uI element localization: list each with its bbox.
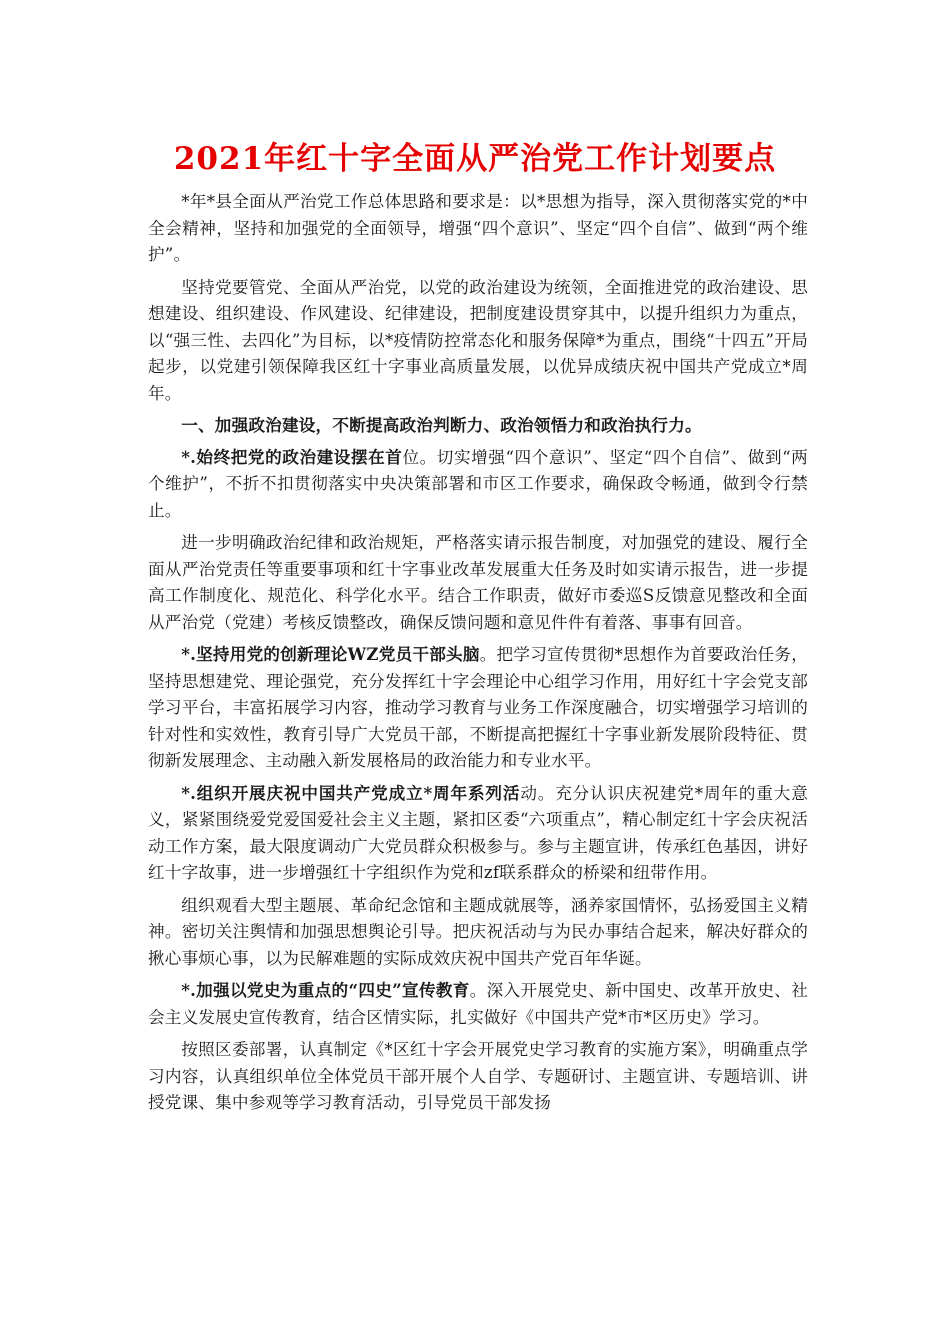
- paragraph-text: 位。切实增强“四个意识”、坚定“四个自信”、做到“两个维护”，不折不扣贯彻落实中央决策部署和市区工作要求，确保政令畅通，做到令行禁止。: [148, 447, 808, 520]
- item-heading: *.加强以党史为重点的“四史”宣传教育: [181, 980, 470, 1000]
- paragraph-5: [148, 641, 808, 775]
- paragraph-text: *年*县全面从严治党工作总体思路和要求是：以*思想为指导，深入贯彻落实党的*中全会精神，坚持和加强党的全面领导，增强“四个意识”、坚定“四个自信”、做到“两个维护”。: [148, 192, 808, 264]
- paragraph-2: [148, 274, 808, 408]
- paragraph-1: [148, 188, 808, 269]
- paragraph-9: [148, 1036, 808, 1117]
- paragraph-text: 进一步明确政治纪律和政治规矩，严格落实请示报告制度，对加强党的建设、履行全面从严治党责任等重要事项和红十字事业改革发展重大任务及时如实请示报告，进一步提高工作制度化、规范化、科学化水平。结合工作职责，做好市委巡S反馈意见整改和全面从严治党（党建）考核反馈整改，确保反馈问题和意见件件有着落、事事有回音。: [148, 533, 808, 632]
- paragraph-8: [148, 977, 808, 1031]
- paragraph-4: [148, 529, 808, 636]
- document-title: 2021年红十字全面从严治党工作计划要点: [173, 141, 777, 177]
- paragraph-text: 按照区委部署，认真制定《*区红十字会开展党史学习教育的实施方案》，明确重点学习内容，认真组织单位全体党员干部开展个人自学、专题研讨、主题宣讲、专题培训、讲授党课、集中参观等学习教育活动，引导党员干部发扬: [148, 1040, 808, 1112]
- section-heading-1: [148, 412, 808, 439]
- item-heading: *.始终把党的政治建设摆在首: [181, 446, 403, 467]
- paragraph-3: [148, 444, 808, 525]
- paragraph-7: [148, 892, 808, 973]
- paragraph-text: 组织观看大型主题展、革命纪念馆和主题成就展等，涵养家国情怀，弘扬爱国主义精神。密切关注舆情和加强思想舆论引导。把庆祝活动与为民办事结合起来，解决好群众的揪心事烦心事，以为民解难题的实际成效庆祝中国共产党百年华诞。: [148, 895, 808, 968]
- paragraph-text: 。把学习宣传贯彻*思想作为首要政治任务，坚持思想建党、理论强党，充分发挥红十字会理论中心组学习作用，用好红十字会党支部学习平台，丰富拓展学习内容，推动学习教育与业务工作深度融合，切实增强学习培训的针对性和实效性，教育引导广大党员干部，不断提高把握红十字事业新发展阶段特征、贯彻新发展理念、主动融入新发展格局的政治能力和专业水平。: [148, 645, 808, 770]
- document-body: [148, 188, 808, 1122]
- section-heading-text: 一、加强政治建设，不断提高政治判断力、政治领悟力和政治执行力。: [181, 415, 702, 435]
- paragraph-text: 。深入开展党史、新中国史、改革开放史、社会主义发展史宣传教育，结合区情实际，扎实做好《中国共产党*市*区历史》学习。: [148, 981, 808, 1027]
- paragraph-text: 坚持党要管党、全面从严治党，以党的政治建设为统领，全面推进党的政治建设、思想建设、组织建设、作风建设、纪律建设，把制度建设贯穿其中，以提升组织力为重点，以“强三性、去四化”为目标，以*疫情防控常态化和服务保障*为重点，围绕“十四五”开局起步，以党建引领保障我区红十字事业高质量发展，以优异成绩庆祝中国共产党成立*周年。: [148, 277, 808, 403]
- paragraph-6: [148, 780, 808, 887]
- item-heading: *.坚持用党的创新理论WZ党员干部头脑: [181, 644, 480, 664]
- paragraph-text: 动。充分认识庆祝建党*周年的重大意义，紧紧围绕爱党爱国爱社会主义主题，紧扣区委“六项重点”，精心制定红十字会庆祝活动工作方案，最大限度调动广大党员群众积极参与。参与主题宣讲，传承红色基因，讲好红十字故事，进一步增强红十字组织作为党和zf联系群众的桥梁和纽带作用。: [148, 783, 808, 882]
- item-heading: *.组织开展庆祝中国共产党成立*周年系列活: [181, 782, 521, 803]
